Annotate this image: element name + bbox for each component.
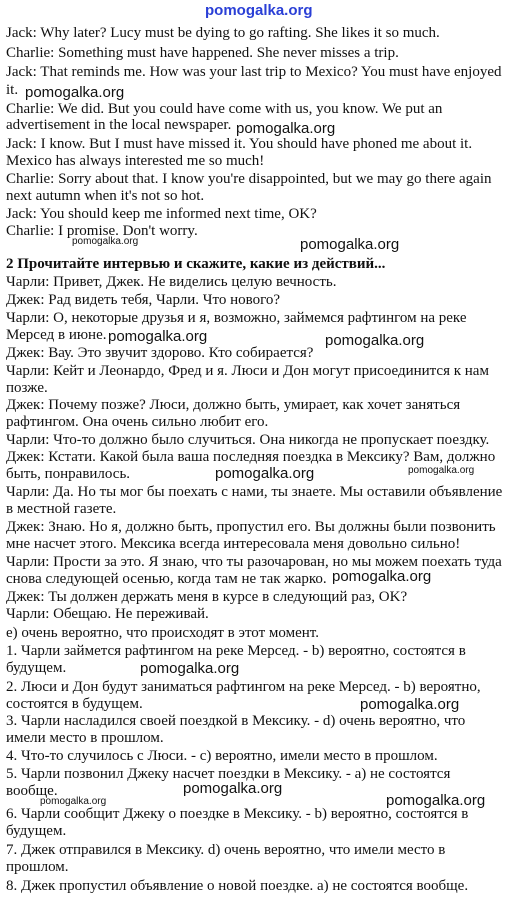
text-line: будущем. [6,823,67,839]
text-line: 3. Чарли насладился своей поездкой в Мексику. - d) очень вероятно, что [6,713,466,729]
text-line: прошлом. [6,859,69,875]
text-line: Чарли: Обещаю. Не переживай. [6,606,209,622]
text-line: Чарли: Кейт и Леонардо, Фред и я. Люси и Дон могут присоединится к нам [6,363,489,379]
text-line: будущем. [6,660,67,676]
watermark: pomogalka.org [325,332,425,349]
text-line: в местной газете. [6,501,117,517]
text-line: Jack: You should keep me informed next time, OK? [6,206,317,222]
text-line: Jack: I know. But I must have missed it. You should have phoned me about it. [6,136,473,152]
text-line: it. [6,82,19,98]
watermark: pomogalka.org [40,796,107,807]
text-line: снова следующей осенью, когда там не так жарко. [6,571,327,587]
text-line: вообще. [6,783,58,799]
text-line: имели место в прошлом. [6,730,164,746]
text-line: позже. [6,380,48,396]
text-line: 5. Чарли позвонил Джеку насчет поездки в Мексику. - a) не состоятся [6,766,451,782]
text-line: Чарли: О, некоторые друзья и я, возможно, займемся рафтингом на реке [6,310,467,326]
watermark: pomogalka.org [72,236,139,247]
text-line: Джек: Вау. Это звучит здорово. Кто собирается? [6,345,314,361]
watermark: pomogalka.org [183,780,283,797]
watermark: pomogalka.org [332,568,432,585]
watermark: pomogalka.org [215,465,315,482]
watermark: pomogalka.org [140,660,240,677]
text-line: Чарли: Да. Но ты мог бы поехать с нами, ты знаете. Мы оставили объявление [6,484,503,500]
text-line: next autumn when it's not so hot. [6,188,205,204]
watermark-top: pomogalka.org [205,2,313,19]
watermark: pomogalka.org [386,792,486,809]
text-line: Джек: Ты должен держать меня в курсе в следующий раз, OK? [6,589,408,605]
text-line: рафтингом. Она очень сильно любит его. [6,414,269,430]
text-line: Джек: Знаю. Но я, должно быть, пропустил его. Вы должны были позвонить [6,519,496,535]
text-line: Jack: That reminds me. How was your last trip to Mexico? You must have enjoyed [6,64,502,80]
text-line: мне насчет этого. Мексика всегда интересовала меня довольно сильно! [6,536,461,552]
text-line: 7. Джек отправился в Мексику. d) очень вероятно, что имели место в [6,842,446,858]
text-line: e) очень вероятно, что происходят в этот момент. [6,625,319,641]
text-line: Чарли: Прости за это. Я знаю, что ты разочарован, но мы можем поехать туда [6,554,502,570]
text-line: Чарли: Что-то должно было случиться. Она никогда не пропускает поездку. [6,432,490,448]
watermark: pomogalka.org [300,236,400,253]
text-line: быть, понравилось. [6,466,131,482]
watermark: pomogalka.org [408,465,475,476]
text-line: 8. Джек пропустил объявление о новой поездке. a) не состоятся вообще. [6,878,469,894]
text-line: Джек: Почему позже? Люси, должно быть, умирает, как хочет заняться [6,397,461,413]
text-line: Mexico has always interested me so much! [6,153,265,169]
text-line: состоятся в будущем. [6,696,143,712]
text-line: 4. Что-то случилось с Люси. - c) вероятно, имели место в прошлом. [6,748,438,764]
text-line: Charlie: We did. But you could have come with us, you know. We put an [6,101,443,117]
text-line: Чарли: Привет, Джек. Не виделись целую вечность. [6,274,337,290]
section-heading: 2 Прочитайте интервью и скажите, какие из действий... [6,256,386,272]
text-line: advertisement in the local newspaper. [6,117,232,133]
watermark: pomogalka.org [25,84,125,101]
text-line: Мерсед в июне. [6,327,107,343]
text-line: Джек: Кстати. Какой была ваша последняя поездка в Мексику? Вам, должно [6,449,496,465]
text-line: 1. Чарли займется рафтингом на реке Мерсед. - b) вероятно, состоятся в [6,643,466,659]
watermark: pomogalka.org [108,328,208,345]
text-line: Jack: Why later? Lucy must be dying to go rafting. She likes it so much. [6,25,440,41]
text-line: 6. Чарли сообщит Джеку о поездке в Мексику. - b) вероятно, состоятся в [6,806,469,822]
text-line: Charlie: I promise. Don't worry. [6,223,198,239]
watermark: pomogalka.org [236,120,336,137]
text-line: Charlie: Sorry about that. I know you're disappointed, but we may go there again [6,171,492,187]
watermark: pomogalka.org [360,696,460,713]
text-line: Charlie: Something must have happened. She never misses a trip. [6,45,399,61]
text-line: 2. Люси и Дон будут заниматься рафтингом на реке Мерсед. - b) вероятно, [6,679,481,695]
text-line: Джек: Рад видеть тебя, Чарли. Что нового? [6,292,281,308]
